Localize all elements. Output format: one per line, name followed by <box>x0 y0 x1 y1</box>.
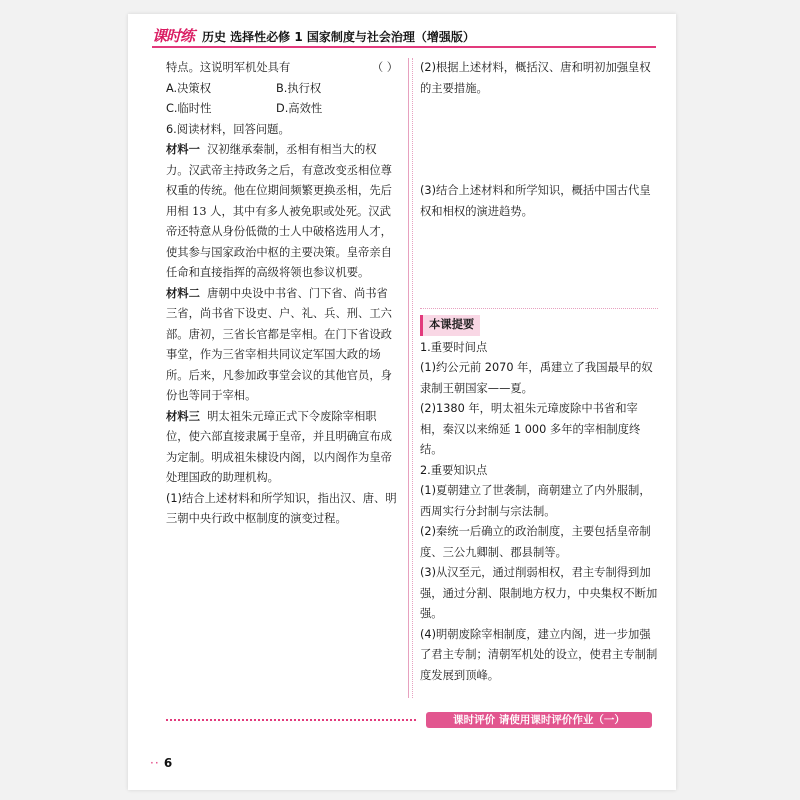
summary-item: (2)1380 年，明太祖朱元璋废除中书省和宰相，秦汉以来绵延 1 000 多年的宰相制度终结。 <box>420 402 641 456</box>
sub-question-2: (2)根据上述材料，概括汉、唐和明初加强皇权的主要措施。 <box>420 61 651 95</box>
summary-item: (1)夏朝建立了世袭制，商朝建立了内外服制，西周实行分封制与宗法制。 <box>420 484 651 518</box>
material-1-label: 材料一 <box>166 143 200 156</box>
right-column <box>420 58 658 686</box>
evaluation-bar <box>166 712 652 728</box>
column-divider-dotted <box>412 58 413 698</box>
page-number-value: 6 <box>163 756 173 770</box>
left-column <box>166 58 398 530</box>
series-logo: 课时练 <box>152 27 195 45</box>
page-number-dots: ·· <box>150 756 160 770</box>
sub-question-1: (1)结合上述材料和所学知识，指出汉、唐、明三朝中央行政中枢制度的演变过程。 <box>166 491 397 525</box>
material-3 <box>166 407 398 489</box>
section-dotted-rule <box>420 308 658 309</box>
option-row <box>166 79 398 100</box>
option-c: C.临时性 <box>166 102 212 115</box>
summary-heading-1: 1.重要时间点 <box>420 340 488 354</box>
material-2-text: 唐朝中央设中书省、门下省、尚书省三省，尚书省下设吏、户、礼、兵、刑、工六部。唐初，三省长官都是宰相。在门下省设政事堂，作为三省宰相共同议定军国大政的场所。后来，凡参加政事堂会议的其他官员，身份也等同于宰相。 <box>166 286 392 402</box>
header-rule <box>152 46 656 48</box>
column-divider <box>408 58 409 698</box>
material-2-label: 材料二 <box>166 286 200 300</box>
question-6-title: 6.阅读材料，回答问题。 <box>166 122 290 136</box>
material-1-text: 汉初继承秦制，丞相有相当大的权力。汉武帝主持政务之后，有意改变丞相位尊权重的传统。他在位期间频繁更换丞相，先后用相 13 人，其中有多人被免职或处死。汉武帝还特意从身份低微的士人中破格选用人才，使其参与国家政治中枢的主要决策。皇帝亲自任命和直接指挥的高级将领也参议机要。 <box>166 143 392 279</box>
sub-question-3: (3)结合上述材料和所学知识，概括中国古代皇权和相权的演进趋势。 <box>420 184 651 218</box>
material-2 <box>166 284 398 407</box>
summary-heading-2: 2.重要知识点 <box>420 463 488 477</box>
option-row <box>166 99 398 120</box>
option-b: B.执行权 <box>276 81 322 95</box>
summary-item: (1)约公元前 2070 年，禹建立了我国最早的奴隶制王朝国家——夏。 <box>420 361 653 395</box>
stem-text: 特点。这说明军机处具有 <box>166 61 291 74</box>
summary-item: (3)从汉至元，通过削弱相权，君主专制得到加强，通过分割、限制地方权力，中央集权不断加强。 <box>420 566 658 620</box>
answer-space <box>420 222 658 304</box>
material-3-label: 材料三 <box>166 409 200 423</box>
summary-title: 本课提要 <box>420 315 480 336</box>
option-d: D.高效性 <box>276 102 323 115</box>
bar-dotted-line <box>166 719 416 721</box>
question-stem-tail <box>166 58 398 79</box>
option-a: A.决策权 <box>166 81 212 95</box>
answer-space <box>420 99 658 181</box>
page-number <box>150 756 172 770</box>
page-header <box>152 24 656 50</box>
header-title: 历史 选择性必修 1 国家制度与社会治理（增强版） <box>202 30 475 44</box>
material-3-text: 明太祖朱元璋正式下令废除宰相职位，使六部直接隶属于皇帝，并且明确宣布成为定制。明成祖朱棣设内阁，以内阁作为皇帝处理国政的助理机构。 <box>166 409 392 484</box>
summary-item: (2)秦统一后确立的政治制度，主要包括皇帝制度、三公九卿制、郡县制等。 <box>420 525 651 559</box>
summary-item: (4)明朝废除宰相制度，建立内阁，进一步加强了君主专制；清朝军机处的设立，使君主专制制度发展到顶峰。 <box>420 627 658 682</box>
material-1 <box>166 140 398 284</box>
evaluation-label: 课时评价 请使用课时评价作业（一） <box>426 712 652 728</box>
answer-paren: （ ） <box>371 61 398 74</box>
